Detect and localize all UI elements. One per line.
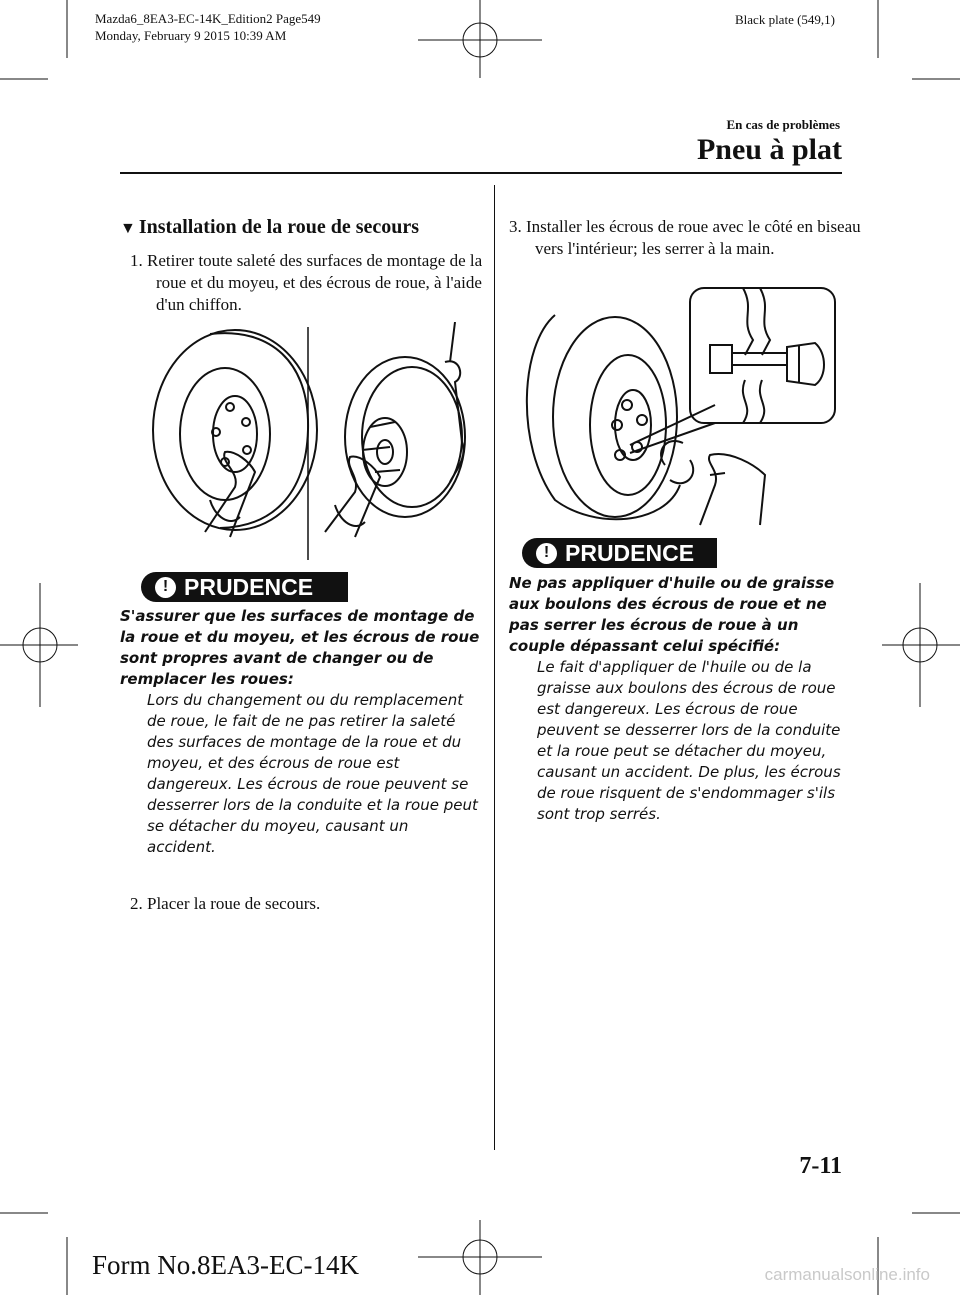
- column-divider: [494, 185, 495, 1150]
- section-heading: [120, 216, 419, 239]
- caution-badge-2: [522, 538, 717, 568]
- triangle-marker-icon: ▼: [120, 220, 136, 237]
- caution-2-body: Le fait d'appliquer de l'huile ou de la graisse aux boulons des écrous de roue est dangereux. Les écrous de roue peuvent se desserrer lors de la conduite et la roue peut se détacher du moyeu, causant un accident. De plus, les écrous de roue risquent de s'endommager s'ils sont trop serrés.: [537, 658, 841, 823]
- page-number: 7-11: [799, 1153, 842, 1179]
- registration-mark-left: [0, 583, 78, 707]
- step-1: 1. Retirer toute saleté des surfaces de montage de la roue et du moyeu, et des écrous de roue, à l'aide d'un chiffon.: [130, 251, 483, 314]
- warning-icon: !: [155, 577, 176, 598]
- form-number: Form No.8EA3-EC-14K: [92, 1250, 359, 1280]
- page-title: Pneu à plat: [696, 133, 842, 166]
- print-metadata: [95, 10, 321, 44]
- wheel-cleaning-illustration: [150, 322, 480, 560]
- section-name: En cas de problèmes: [726, 117, 840, 132]
- plate-label: Black plate (549,1): [735, 12, 835, 27]
- watermark: carmanualsonline.info: [764, 1265, 930, 1284]
- caution-2-heading: Ne pas appliquer d'huile ou de graisse aux boulons des écrous de roue et ne pas serrer les écrous de roue à un couple dépassant celui spécifié:: [509, 574, 835, 655]
- caution-1-body: Lors du changement ou du remplacement de roue, le fait de ne pas retirer la saleté des surfaces de montage de la roue et du moyeu, et des écrous de roue est dangereux. Les écrous de roue peuvent se desserrer lors de la conduite et la roue peut se détacher du moyeu, causant un accident.: [147, 691, 478, 856]
- registration-mark-right: [882, 583, 960, 707]
- lug-nut-illustration: [515, 285, 845, 530]
- registration-mark-bottom: [418, 1220, 542, 1295]
- step-2: 2. Placer la roue de secours.: [130, 894, 321, 913]
- registration-mark-top: [418, 0, 542, 78]
- section-heading-text: Installation de la roue de secours: [138, 216, 420, 238]
- caution-label: PRUDENCE: [184, 573, 314, 600]
- step-3: 3. Installer les écrous de roue avec le côté en biseau vers l'intérieur; les serrer à la main.: [509, 217, 861, 258]
- print-meta-line1: Mazda6_8EA3-EC-14K_Edition2 Page549: [95, 11, 321, 26]
- header-rule: [120, 172, 842, 174]
- print-meta-line2: Monday, February 9 2015 10:39 AM: [95, 28, 287, 43]
- caution-badge-1: [141, 572, 348, 602]
- caution-1-heading: S'assurer que les surfaces de montage de la roue et du moyeu, et les écrous de roue sont propres avant de changer ou de remplacer les roues:: [120, 607, 480, 688]
- caution-label: PRUDENCE: [565, 539, 695, 566]
- warning-icon: !: [536, 543, 557, 564]
